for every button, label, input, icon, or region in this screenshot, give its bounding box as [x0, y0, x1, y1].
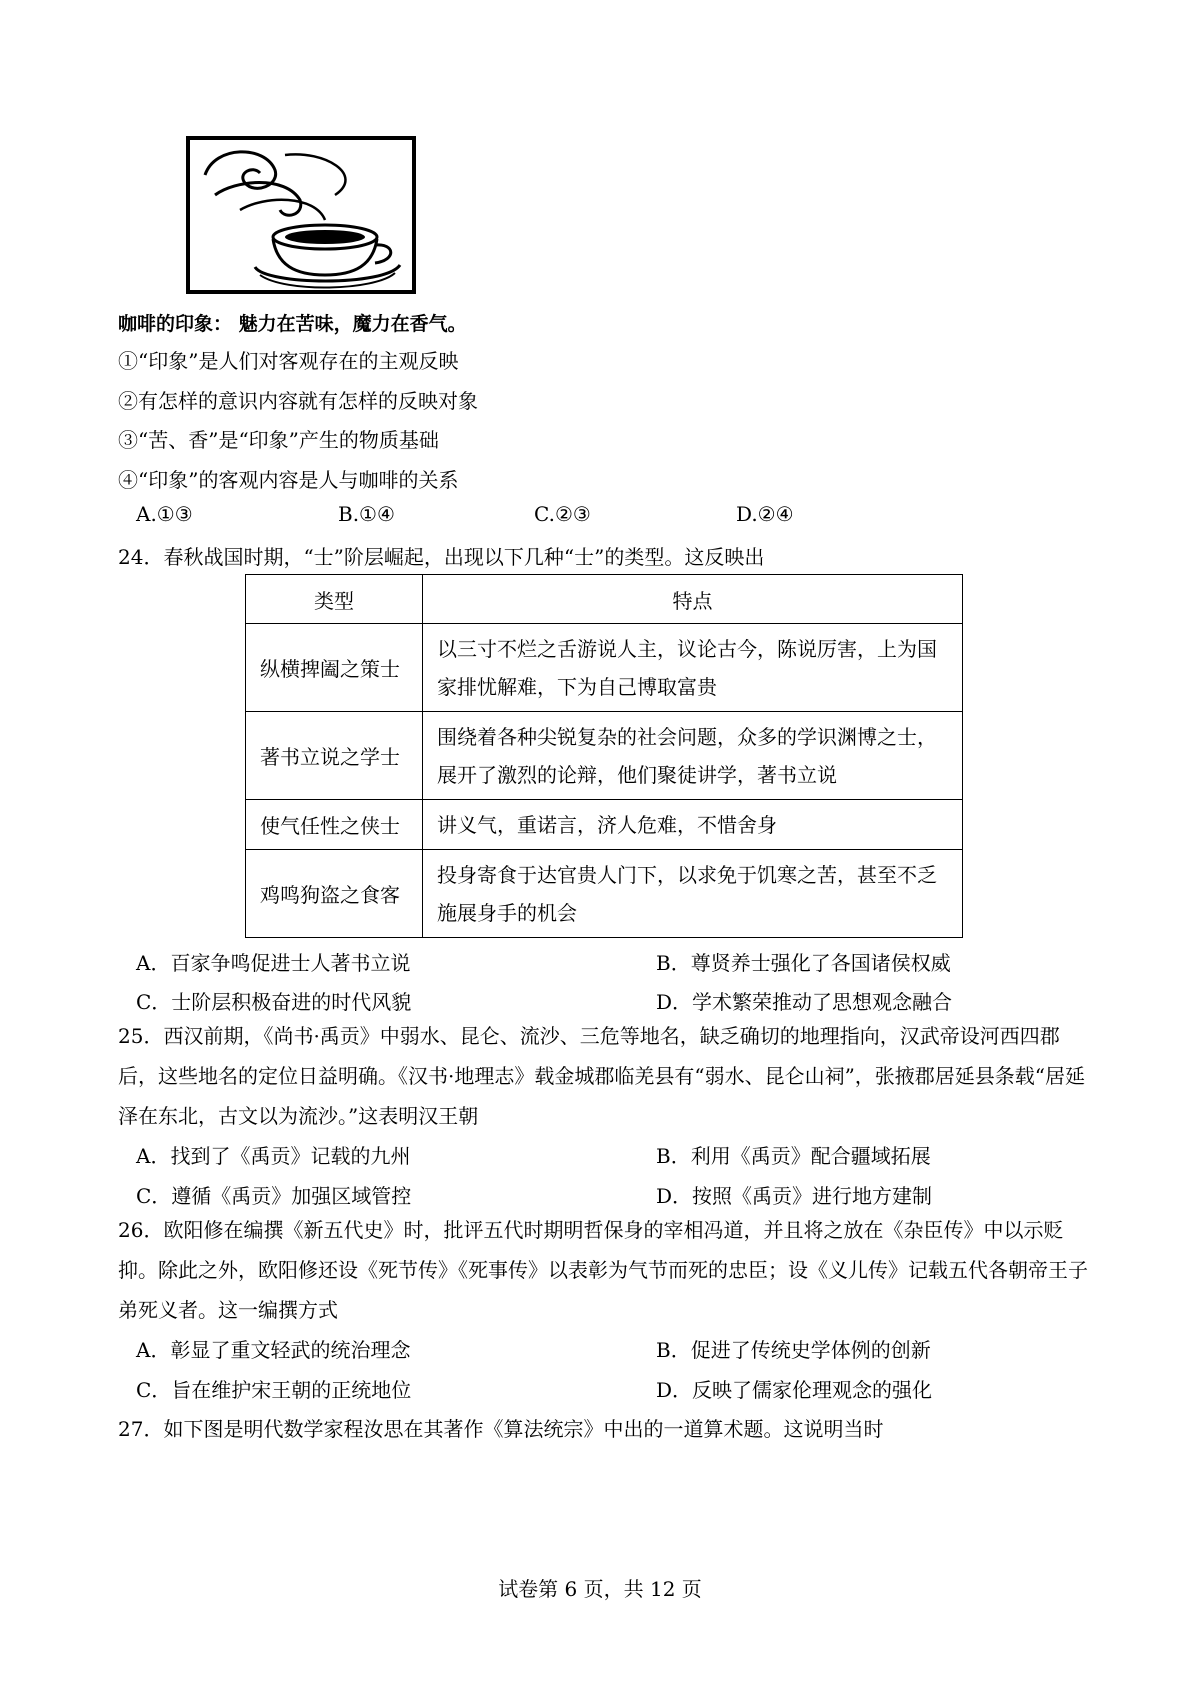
statement-2: ②有怎样的意识内容就有怎样的反映对象 — [118, 389, 478, 413]
table-cell-type: 著书立说之学士 — [246, 712, 423, 800]
q23-option-a: A.①③ — [136, 502, 193, 526]
q23-option-b: B.①④ — [338, 502, 395, 526]
q25-option-b: B．利用《禹贡》配合疆域拓展 — [656, 1144, 931, 1168]
statement-4: ④“印象”的客观内容是人与咖啡的关系 — [118, 468, 459, 492]
coffee-cup-icon — [185, 135, 417, 295]
q24-option-d: D．学术繁荣推动了思想观念融合 — [656, 990, 953, 1014]
q24-option-b: B．尊贤养士强化了各国诸侯权威 — [656, 951, 951, 975]
q26-stem: 26．欧阳修在编撰《新五代史》时，批评五代时期明哲保身的宰相冯道，并且将之放在《杂臣传》中以示贬抑。除此之外，欧阳修还设《死节传》《死事传》以表彰为气节而死的忠臣；设《义儿传》记载五代各朝帝王子弟死义者。这一编撰方式 — [118, 1218, 1088, 1322]
q24-option-a: A．百家争鸣促进士人著书立说 — [136, 951, 411, 975]
table-cell-type: 纵横捭阖之策士 — [246, 624, 423, 712]
q25-option-c: C．遵循《禹贡》加强区域管控 — [136, 1184, 412, 1208]
q26-option-c: C．旨在维护宋王朝的正统地位 — [136, 1378, 412, 1402]
table-row — [246, 624, 963, 712]
q23-option-d: D.②④ — [736, 502, 794, 526]
scholar-types-table — [245, 574, 963, 938]
q25-stem: 25．西汉前期，《尚书·禹贡》中弱水、昆仑、流沙、三危等地名，缺乏确切的地理指向，汉武帝设河西四郡后，这些地名的定位日益明确。《汉书·地理志》载金城郡临羌县有“弱水、昆仑山祠”，张掖郡居延县条载“居延泽在东北，古文以为流沙。”这表明汉王朝 — [118, 1024, 1086, 1128]
q24-option-c: C．士阶层积极奋进的时代风貌 — [136, 990, 412, 1014]
statement-3: ③“苦、香”是“印象”产生的物质基础 — [118, 428, 439, 452]
table-row — [246, 850, 963, 938]
statement-1: ①“印象”是人们对客观存在的主观反映 — [118, 349, 459, 373]
table-row — [246, 712, 963, 800]
q25-option-a: A．找到了《禹贡》记载的九州 — [136, 1144, 411, 1168]
figure-caption: 咖啡的印象： 魅力在苦味，魔力在香气。 — [118, 313, 467, 335]
table-header-feature: 特点 — [423, 575, 963, 624]
table-cell-type: 鸡鸣狗盗之食客 — [246, 850, 423, 938]
q26-option-a: A．彰显了重文轻武的统治理念 — [136, 1338, 411, 1362]
table-header-type: 类型 — [246, 575, 423, 624]
q23-option-c: C.②③ — [534, 502, 591, 526]
q26-option-b: B．促进了传统史学体例的创新 — [656, 1338, 931, 1362]
table-cell-desc: 围绕着各种尖锐复杂的社会问题，众多的学识渊博之士，展开了激烈的论辩，他们聚徒讲学，著书立说 — [423, 712, 963, 800]
q24-stem: 24．春秋战国时期，“士”阶层崛起，出现以下几种“士”的类型。这反映出 — [118, 545, 765, 569]
q27-stem: 27．如下图是明代数学家程汝思在其著作《算法统宗》中出的一道算术题。这说明当时 — [118, 1417, 884, 1441]
table-cell-desc: 讲义气，重诺言，济人危难，不惜舍身 — [423, 800, 963, 850]
table-cell-desc: 投身寄食于达官贵人门下，以求免于饥寒之苦，甚至不乏施展身手的机会 — [423, 850, 963, 938]
q26-option-d: D．反映了儒家伦理观念的强化 — [656, 1378, 933, 1402]
table-row — [246, 800, 963, 850]
q25-option-d: D．按照《禹贡》进行地方建制 — [656, 1184, 933, 1208]
page-footer: 试卷第 6 页，共 12 页 — [498, 1577, 702, 1601]
table-cell-desc: 以三寸不烂之舌游说人主，议论古今，陈说厉害，上为国家排忧解难，下为自己博取富贵 — [423, 624, 963, 712]
table-cell-type: 使气任性之侠士 — [246, 800, 423, 850]
